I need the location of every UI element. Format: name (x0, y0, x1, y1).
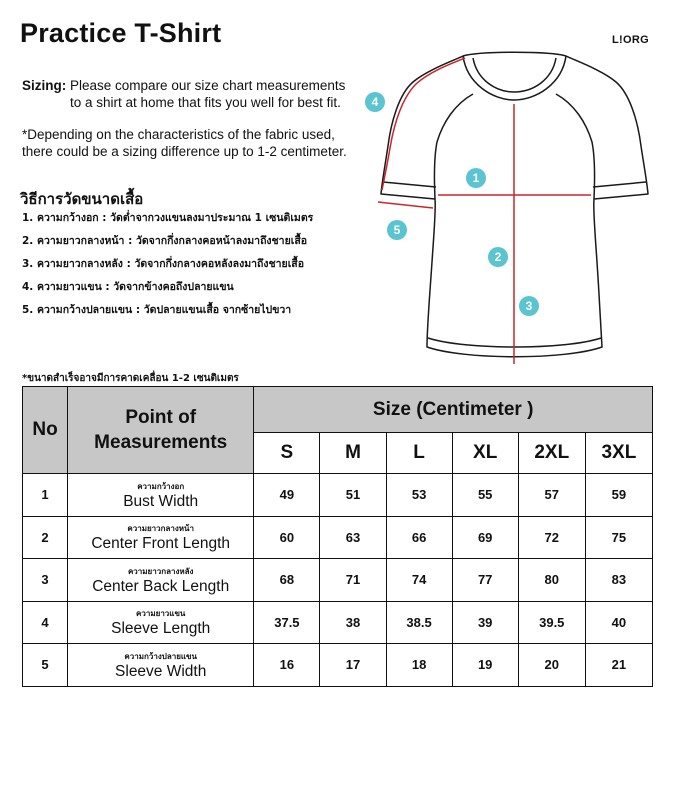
step-item: 1. ความกว้างอก : วัดต่ำจากวงแขนลงมาประมาณ 1 เซนติเมตร (22, 212, 314, 224)
size-value: 63 (320, 516, 386, 559)
size-value: 18 (386, 644, 452, 687)
size-value: 21 (585, 644, 652, 687)
size-column-header: M (320, 433, 386, 474)
size-column-header: 2XL (518, 433, 585, 474)
size-value: 37.5 (254, 601, 320, 644)
table-row (23, 644, 653, 687)
sizing-instructions (22, 77, 362, 111)
measurement-name (68, 644, 254, 687)
sleeve-length-line (382, 58, 465, 190)
measurement-name (68, 601, 254, 644)
fabric-note: *Depending on the characteristics of the fabric used, there could be a sizing difference up to 1-2 centimeter. (22, 127, 347, 159)
measurement-name (68, 516, 254, 559)
size-column-header: L (386, 433, 452, 474)
sizing-line-1: Please compare our size chart measurements (70, 78, 346, 93)
measurement-thai: ความกว้างปลายแขน (124, 651, 197, 661)
right-raglan-seam (556, 94, 595, 199)
row-number: 3 (23, 559, 68, 602)
size-value: 71 (320, 559, 386, 602)
step-item: 5. ความกว้างปลายแขน : วัดปลายแขนเสื้อ จากซ้ายไปขวา (22, 304, 292, 316)
thai-heading: วิธีการวัดขนาดเสื้อ (20, 190, 144, 208)
step-item: 4. ความยาวแขน : วัดจากข้างคอถึงปลายแขน (22, 281, 234, 293)
size-value: 66 (386, 516, 452, 559)
size-value: 69 (452, 516, 518, 559)
measurement-english: Center Back Length (92, 577, 230, 595)
size-value: 38 (320, 601, 386, 644)
collar-outer (463, 56, 566, 100)
size-value: 80 (518, 559, 585, 602)
sizing-label: Sizing: (22, 78, 67, 93)
marker-2-label: 2 (494, 250, 502, 264)
measurement-name (68, 474, 254, 517)
row-number: 4 (23, 601, 68, 644)
size-value: 68 (254, 559, 320, 602)
brand-logo: L!ORG (612, 34, 649, 46)
measurement-english: Center Front Length (91, 535, 231, 553)
measurement-english: Bust Width (123, 492, 199, 510)
size-value: 60 (254, 516, 320, 559)
size-value: 59 (585, 474, 652, 517)
size-value: 19 (452, 644, 518, 687)
marker-1-label: 1 (472, 171, 480, 185)
size-value: 72 (518, 516, 585, 559)
size-value: 75 (585, 516, 652, 559)
size-value: 17 (320, 644, 386, 687)
marker-5-label: 5 (393, 223, 401, 237)
marker-4-label: 4 (371, 95, 379, 109)
point-of-measurement-header (68, 387, 254, 474)
right-cuff-line (593, 182, 646, 187)
left-cuff-line (383, 182, 436, 187)
size-value: 39.5 (518, 601, 585, 644)
size-value: 39 (452, 601, 518, 644)
size-value: 53 (386, 474, 452, 517)
table-row (23, 474, 653, 517)
size-value: 20 (518, 644, 585, 687)
size-value: 74 (386, 559, 452, 602)
size-value: 57 (518, 474, 585, 517)
no-header: No (23, 387, 68, 474)
row-number: 2 (23, 516, 68, 559)
row-number: 1 (23, 474, 68, 517)
size-header: Size (Centimeter ) (254, 387, 653, 433)
table-note: *ขนาดสำเร็จอาจมีการคาดเคลื่อน 1-2 เซนติเมตร (22, 373, 239, 384)
size-value: 55 (452, 474, 518, 517)
measurement-thai: ความยาวกลางหน้า (127, 524, 195, 534)
row-number: 5 (23, 644, 68, 687)
measurement-english: Sleeve Length (111, 620, 211, 638)
table-row (23, 601, 653, 644)
step-item: 2. ความยาวกลางหน้า : วัดจากกึ่งกลางคอหน้าลงมาถึงชายเสื้อ (22, 235, 308, 247)
measurement-english: Sleeve Width (115, 662, 207, 680)
size-chart-table (22, 386, 653, 687)
page-title: Practice T-Shirt (20, 18, 222, 48)
collar-inner (473, 58, 556, 92)
size-column-header: S (254, 433, 320, 474)
table-row (23, 559, 653, 602)
size-value: 51 (320, 474, 386, 517)
sleeve-width-line (378, 202, 433, 208)
measurement-name (68, 559, 254, 602)
point-header-line-2: Measurements (94, 432, 228, 453)
size-value: 16 (254, 644, 320, 687)
marker-3-label: 3 (525, 299, 533, 313)
left-raglan-seam (434, 94, 473, 199)
measurement-thai: ความยาวแขน (136, 609, 186, 619)
measurement-steps (22, 211, 313, 326)
size-column-header: XL (452, 433, 518, 474)
size-value: 40 (585, 601, 652, 644)
measurement-thai: ความยาวกลางหลัง (127, 566, 194, 576)
size-value: 38.5 (386, 601, 452, 644)
tshirt-diagram (355, 42, 665, 377)
size-column-header: 3XL (585, 433, 652, 474)
size-value: 83 (585, 559, 652, 602)
table-row (23, 516, 653, 559)
point-header-line-1: Point of (125, 407, 197, 428)
size-value: 77 (452, 559, 518, 602)
size-value: 49 (254, 474, 320, 517)
sizing-line-2: to a shirt at home that fits you well for best fit. (70, 95, 341, 110)
measurement-thai: ความกว้างอก (137, 481, 185, 491)
step-item: 3. ความยาวกลางหลัง : วัดจากกึ่งกลางคอหลังลงมาถึงชายเสื้อ (22, 258, 305, 270)
